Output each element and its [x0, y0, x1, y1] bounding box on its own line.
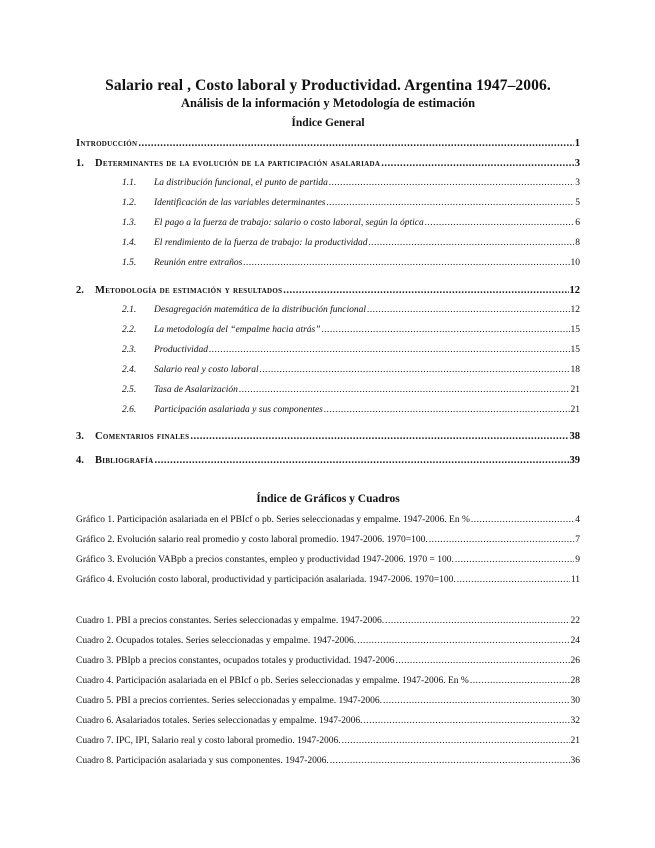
- toc-entry-label: El pago a la fuerza de trabajo: salario o costo laboral, según la óptica: [154, 218, 424, 228]
- toc-subsection-entry[interactable]: [122, 305, 580, 315]
- toc-entry-number: 1.4.: [122, 238, 137, 248]
- toc-entry-label: Metodología de estimación y resultados: [95, 285, 283, 296]
- toc-entry-number: 1.: [76, 158, 84, 169]
- toc-section-entry[interactable]: [76, 158, 580, 169]
- cuadro-entry-label: Cuadro 1. PBI a precios constantes. Series seleccionadas y empalme. 1947-2006.: [76, 616, 385, 626]
- grafico-entry[interactable]: [76, 575, 580, 585]
- toc-entry-number: 3.: [76, 431, 84, 442]
- toc-subsection-entry[interactable]: [122, 385, 580, 395]
- cuadro-entry-label: Cuadro 6. Asalariados totales. Series seleccionadas y empalme. 1947-2006.: [76, 716, 363, 726]
- toc-entry-page: 3: [575, 178, 580, 188]
- cuadro-entry-label: Cuadro 4. Participación asalariada en el PBIcf o pb. Series seleccionadas y empalme. 1947-2006. En %: [76, 676, 469, 686]
- toc-entry-number: 4.: [76, 455, 84, 466]
- cuadro-entry-page: 28: [570, 676, 580, 686]
- dot-leader: [260, 365, 570, 375]
- toc-entry-label: Salario real y costo laboral: [154, 365, 259, 375]
- toc-entry-page: 18: [570, 365, 580, 375]
- document-subtitle: Análisis de la información y Metodología de estimación: [180, 96, 476, 110]
- cuadro-entry-label: Cuadro 7. IPC, IPI, Salario real y costo laboral promedio. 1947-2006.: [76, 736, 341, 746]
- toc-entry-number: 1.3.: [122, 218, 137, 228]
- dot-leader: [342, 736, 570, 746]
- toc-subsection-entry[interactable]: [122, 325, 580, 335]
- toc-entry-page: 5: [575, 198, 580, 208]
- cuadro-entry-page: 24: [570, 636, 580, 646]
- toc-entry-number: 2.: [76, 285, 84, 296]
- toc-section-entry[interactable]: [76, 285, 580, 296]
- dot-leader: [385, 616, 569, 626]
- toc-entry-label: Tasa de Asalarización: [154, 385, 238, 395]
- toc-entry-label: La distribución funcional, el punto de partida: [154, 178, 328, 188]
- dot-leader: [369, 238, 575, 248]
- toc-entry-label: Participación asalariada y sus componentes: [154, 405, 323, 415]
- toc-section-entry[interactable]: [76, 455, 580, 466]
- toc-entry-number: 2.6.: [122, 405, 137, 415]
- grafico-entry-page: 7: [575, 535, 580, 545]
- cuadro-entry-label: Cuadro 3. PBIpb a precios constantes, ocupados totales y productividad. 1947-2006: [76, 656, 395, 666]
- toc-entry-page: 12: [569, 285, 580, 296]
- dot-leader: [322, 325, 570, 335]
- cuadro-entry-page: 21: [570, 736, 580, 746]
- grafico-entry-page: 9: [575, 555, 580, 565]
- toc-heading: Índice General: [291, 117, 365, 129]
- toc-entry-number: 1.1.: [122, 178, 137, 188]
- dot-leader: [329, 178, 574, 188]
- cuadro-entry-page: 32: [570, 716, 580, 726]
- toc-entry-page: 6: [575, 218, 580, 228]
- toc-entry-number: 1.5.: [122, 258, 137, 268]
- dot-leader: [457, 575, 570, 585]
- toc-entry-page: 15: [570, 345, 580, 355]
- dot-leader: [330, 756, 570, 766]
- dot-leader: [239, 385, 570, 395]
- dot-leader: [455, 555, 574, 565]
- toc-entry-number: 2.5.: [122, 385, 137, 395]
- dot-leader: [429, 535, 574, 545]
- dot-leader: [138, 138, 573, 149]
- dot-leader: [283, 285, 568, 296]
- cuadro-entry[interactable]: [76, 636, 580, 646]
- figures-heading: Índice de Gráficos y Cuadros: [256, 493, 400, 505]
- toc-entry-page: 8: [575, 238, 580, 248]
- dot-leader: [243, 258, 569, 268]
- cuadro-entry[interactable]: [76, 716, 580, 726]
- toc-entry-page: 10: [570, 258, 580, 268]
- cuadro-entry-page: 30: [570, 696, 580, 706]
- toc-entry-label: Identificación de las variables determinantes: [154, 198, 326, 208]
- toc-entry-label: Determinantes de la evolución de la participación asalariada: [95, 158, 381, 169]
- dot-leader: [364, 716, 570, 726]
- grafico-entry[interactable]: [76, 555, 580, 565]
- toc-subsection-entry[interactable]: [122, 405, 580, 415]
- toc-entry-label: Productividad: [154, 345, 208, 355]
- toc-entry-page: 1: [574, 138, 580, 149]
- grafico-entry[interactable]: [76, 535, 580, 545]
- cuadro-entry-page: 36: [570, 756, 580, 766]
- toc-subsection-entry[interactable]: [122, 365, 580, 375]
- dot-leader: [190, 431, 568, 442]
- cuadro-entry[interactable]: [76, 616, 580, 626]
- dot-leader: [383, 696, 569, 706]
- toc-entry-number: 2.3.: [122, 345, 137, 355]
- toc-section-entry[interactable]: [76, 138, 580, 149]
- toc-subsection-entry[interactable]: [122, 218, 580, 228]
- cuadro-entry[interactable]: [76, 736, 580, 746]
- grafico-entry-label: Gráfico 2. Evolución salario real promedio y costo laboral promedio. 1947-2006. 1970=100.: [76, 535, 428, 545]
- toc-entry-label: Desagregación matemática de la distribución funcional: [154, 305, 367, 315]
- toc-entry-page: 15: [570, 325, 580, 335]
- grafico-entry[interactable]: [76, 515, 580, 525]
- toc-entry-page: 38: [569, 431, 580, 442]
- dot-leader: [154, 455, 568, 466]
- toc-entry-page: 39: [569, 455, 580, 466]
- cuadro-entry-label: Cuadro 8. Participación asalariada y sus componentes. 1947-2006.: [76, 756, 329, 766]
- grafico-entry-page: 4: [575, 515, 580, 525]
- grafico-entry-label: Gráfico 3. Evolución VABpb a precios constantes, empleo y productividad 1947-2006. 1970 = 100.: [76, 555, 454, 565]
- toc-subsection-entry[interactable]: [122, 258, 580, 268]
- toc-entry-page: 12: [570, 305, 580, 315]
- toc-subsection-entry[interactable]: [122, 178, 580, 188]
- document-title: Salario real , Costo laboral y Productividad. Argentina 1947–2006.: [105, 77, 551, 94]
- dot-leader: [425, 218, 575, 228]
- dot-leader: [471, 515, 574, 525]
- cuadro-entry-label: Cuadro 2. Ocupados totales. Series seleccionadas y empalme. 1947-2006.: [76, 636, 357, 646]
- toc-entry-label: Comentarios finales: [95, 431, 190, 442]
- toc-subsection-entry[interactable]: [122, 238, 580, 248]
- dot-leader: [209, 345, 570, 355]
- toc-entry-number: 2.4.: [122, 365, 137, 375]
- toc-entry-label: Bibliografía: [95, 455, 154, 466]
- grafico-entry-label: Gráfico 4. Evolución costo laboral, productividad y participación asalariada. 1947-2006. 1970=100.: [76, 575, 456, 585]
- cuadro-entry-label: Cuadro 5. PBI a precios corrientes. Series seleccionadas y empalme. 1947-2006.: [76, 696, 383, 706]
- toc-entry-page: 21: [570, 385, 580, 395]
- cuadro-entry-page: 26: [570, 656, 580, 666]
- toc-entry-number: 1.2.: [122, 198, 137, 208]
- cuadro-entry[interactable]: [76, 696, 580, 706]
- toc-entry-label: La metodología del “empalme hacia atrás”: [154, 325, 321, 335]
- dot-leader: [381, 158, 574, 169]
- cuadro-entry-page: 22: [570, 616, 580, 626]
- cuadro-entry[interactable]: [76, 676, 580, 686]
- dot-leader: [324, 405, 570, 415]
- toc-entry-label: Reunión entre extraños: [154, 258, 243, 268]
- cuadro-entry[interactable]: [76, 656, 580, 666]
- toc-entry-label: Introducción: [76, 138, 138, 149]
- toc-entry-label: El rendimiento de la fuerza de trabajo: la productividad: [154, 238, 368, 248]
- toc-entry-number: 2.2.: [122, 325, 137, 335]
- toc-subsection-entry[interactable]: [122, 198, 580, 208]
- dot-leader: [357, 636, 569, 646]
- toc-entry-page: 3: [574, 158, 580, 169]
- dot-leader: [327, 198, 575, 208]
- dot-leader: [395, 656, 569, 666]
- grafico-entry-page: 11: [570, 575, 580, 585]
- cuadro-entry[interactable]: [76, 756, 580, 766]
- toc-entry-page: 21: [570, 405, 580, 415]
- toc-subsection-entry[interactable]: [122, 345, 580, 355]
- dot-leader: [367, 305, 569, 315]
- toc-section-entry[interactable]: [76, 431, 580, 442]
- grafico-entry-label: Gráfico 1. Participación asalariada en el PBIcf o pb. Series seleccionadas y empalme. 1947-2006. En %: [76, 515, 470, 525]
- dot-leader: [470, 676, 570, 686]
- toc-entry-number: 2.1.: [122, 305, 137, 315]
